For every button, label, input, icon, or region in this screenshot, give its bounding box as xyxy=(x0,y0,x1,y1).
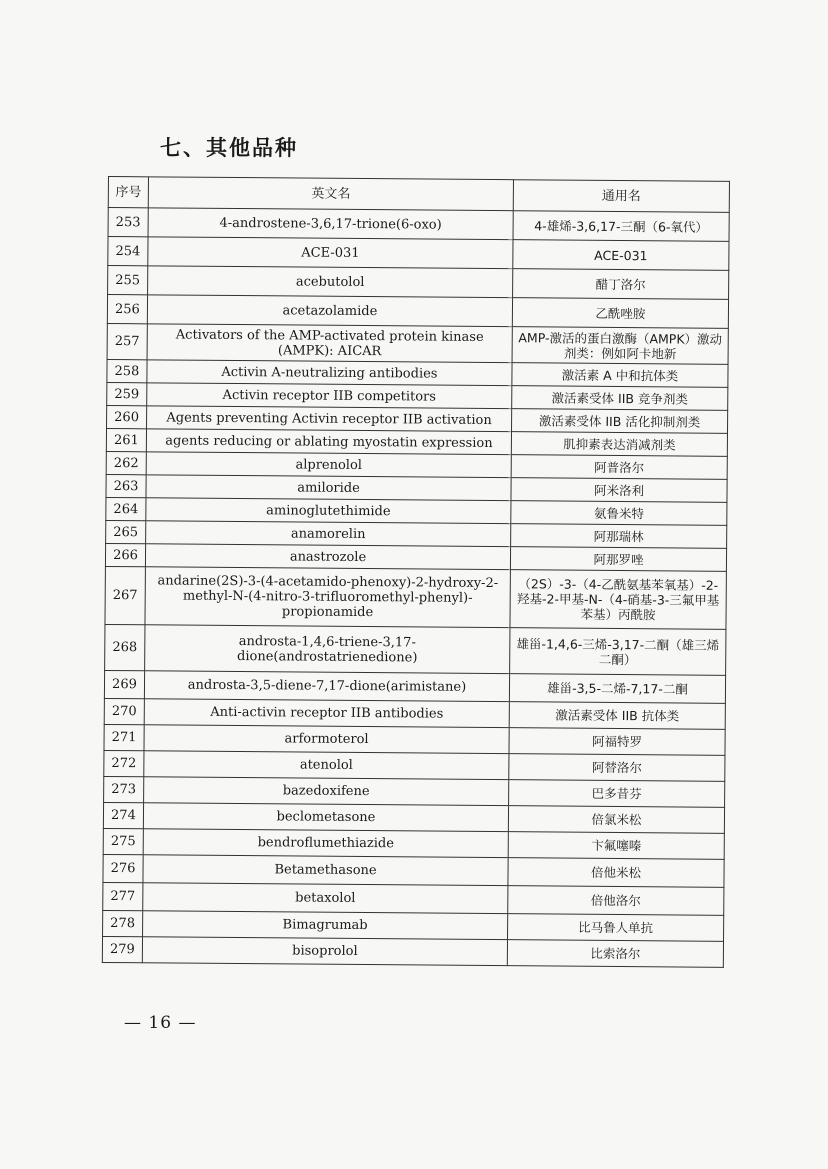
row-number: 257 xyxy=(107,323,147,359)
chinese-name: 倍氯米松 xyxy=(508,806,724,834)
row-number: 265 xyxy=(106,520,146,543)
row-number: 264 xyxy=(106,497,146,520)
row-number: 263 xyxy=(106,474,146,497)
table-row xyxy=(105,624,726,675)
chinese-name: 阿替洛尔 xyxy=(509,754,725,782)
row-number: 259 xyxy=(107,382,147,405)
english-name: beclometasone xyxy=(143,803,508,832)
chinese-name: 激活素 A 中和抗体类 xyxy=(512,363,728,388)
english-name: betaxolol xyxy=(143,883,508,914)
table-row xyxy=(107,323,728,364)
row-number: 278 xyxy=(103,910,143,936)
chinese-name: 雄甾-1,4,6-三烯-3,17-二酮（雄三烯二酮） xyxy=(510,628,726,676)
row-number: 253 xyxy=(108,208,148,237)
english-name: Betamethasone xyxy=(143,855,508,886)
english-name: androsta-3,5-diene-7,17-dione(arimistane) xyxy=(144,671,509,702)
chinese-name: 雄甾-3,5-二烯-7,17-二酮 xyxy=(509,674,725,704)
english-name: Bimagrumab xyxy=(143,911,508,940)
header-chinese-name: 通用名 xyxy=(513,180,729,213)
row-number: 262 xyxy=(106,451,146,474)
row-number: 272 xyxy=(104,750,144,776)
english-name: atenolol xyxy=(144,751,509,780)
row-number: 270 xyxy=(104,698,144,724)
english-name: acetazolamide xyxy=(147,295,512,327)
row-number: 266 xyxy=(105,543,145,566)
english-name: aminoglutethimide xyxy=(146,498,511,524)
english-name: 4-androstene-3,6,17-trione(6-oxo) xyxy=(148,208,513,240)
chinese-name: 倍他洛尔 xyxy=(508,886,724,916)
english-name: Activators of the AMP-activated protein kinase (AMPK): AICAR xyxy=(147,324,512,363)
english-name: bisoprolol xyxy=(142,937,507,966)
row-number: 271 xyxy=(104,724,144,750)
row-number: 277 xyxy=(103,882,143,910)
row-number: 260 xyxy=(107,405,147,428)
chinese-name: 氨鲁米特 xyxy=(511,501,727,526)
table-row xyxy=(105,566,726,629)
english-name: bazedoxifene xyxy=(144,777,509,806)
page-number: — 16 — xyxy=(124,1013,197,1033)
english-name: Anti-activin receptor IIB antibodies xyxy=(144,699,509,728)
english-name: androsta-1,4,6-triene-3,17-dione(androstatrienedione) xyxy=(145,625,510,674)
table-header-row xyxy=(108,177,729,213)
row-number: 261 xyxy=(106,428,146,451)
english-name: arformoterol xyxy=(144,725,509,754)
chinese-name: 激活素受体 IIB 竞争剂类 xyxy=(512,386,728,411)
english-name: Activin receptor IIB competitors xyxy=(147,383,512,409)
chinese-name: （2S）-3-（4-乙酰氨基苯氧基）-2-羟基-2-甲基-N-（4-硝基-3-三氟甲基苯基）丙酰胺 xyxy=(510,570,726,630)
chinese-name: AMP-激活的蛋白激酶（AMPK）激动剂类：例如阿卡地新 xyxy=(512,327,728,365)
chinese-name: 激活素受体 IIB 活化抑制剂类 xyxy=(512,409,728,434)
chinese-name: 阿普洛尔 xyxy=(511,455,727,480)
chinese-name: 比马鲁人单抗 xyxy=(508,914,724,942)
english-name: bendroflumethiazide xyxy=(143,829,508,858)
row-number: 274 xyxy=(103,802,143,828)
english-name: amiloride xyxy=(146,475,511,501)
chinese-name: ACE-031 xyxy=(513,240,729,271)
chinese-name: 阿那罗唑 xyxy=(510,547,726,572)
row-number: 268 xyxy=(105,624,145,670)
row-number: 275 xyxy=(103,828,143,854)
english-name: anastrozole xyxy=(145,544,510,570)
chinese-name: 阿福特罗 xyxy=(509,728,725,756)
header-english-name: 英文名 xyxy=(148,177,513,211)
english-name: alprenolol xyxy=(146,452,511,478)
section-title: 七、其他品种 xyxy=(160,136,298,160)
chinese-name: 阿那瑞林 xyxy=(511,524,727,549)
header-no: 序号 xyxy=(108,177,148,208)
chinese-name: 激活素受体 IIB 抗体类 xyxy=(509,702,725,730)
table-row xyxy=(102,936,723,967)
row-number: 255 xyxy=(108,266,148,295)
chinese-name: 肌抑素表达消减剂类 xyxy=(511,432,727,457)
chinese-name: 比索洛尔 xyxy=(507,940,723,968)
row-number: 256 xyxy=(107,295,147,324)
english-name: agents reducing or ablating myostatin expression xyxy=(146,429,511,455)
english-name: acebutolol xyxy=(148,266,513,298)
chinese-name: 巴多昔芬 xyxy=(509,780,725,808)
row-number: 254 xyxy=(108,237,148,266)
english-name: Activin A-neutralizing antibodies xyxy=(147,360,512,386)
english-name: ACE-031 xyxy=(148,237,513,269)
english-name: anamorelin xyxy=(146,521,511,547)
substance-table xyxy=(102,176,730,968)
chinese-name: 醋丁洛尔 xyxy=(513,269,729,300)
chinese-name: 4-雄烯-3,6,17-三酮（6-氧代） xyxy=(513,211,729,242)
row-number: 273 xyxy=(104,776,144,802)
row-number: 258 xyxy=(107,359,147,382)
chinese-name: 阿米洛利 xyxy=(511,478,727,503)
row-number: 267 xyxy=(105,566,145,624)
chinese-name: 乙酰唑胺 xyxy=(512,298,728,329)
row-number: 269 xyxy=(104,670,144,698)
chinese-name: 卞氟噻嗪 xyxy=(508,832,724,860)
row-number: 279 xyxy=(102,936,142,962)
row-number: 276 xyxy=(103,854,143,882)
english-name: Agents preventing Activin receptor IIB activation xyxy=(147,406,512,432)
english-name: andarine(2S)-3-(4-acetamido-phenoxy)-2-hydroxy-2-methyl-N-(4-nitro-3-trifluoromethyl-phenyl)-propionamide xyxy=(145,567,510,628)
chinese-name: 倍他米松 xyxy=(508,858,724,888)
